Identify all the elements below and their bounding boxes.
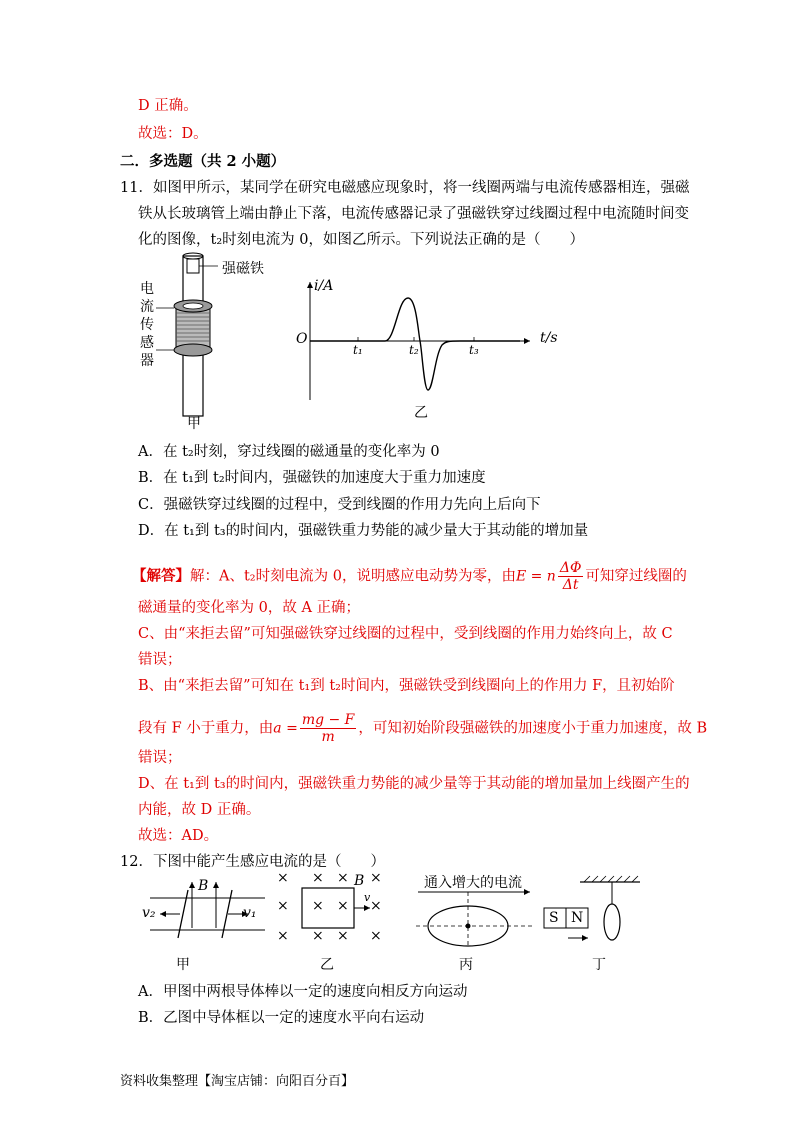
formula-accel-num: mg − F [301, 712, 355, 728]
origin-label: O [296, 331, 308, 347]
fig-yi-caption: 乙 [414, 405, 428, 421]
q11-stem-line2: 铁从长玻璃管上端由静止下落，电流传感器记录了强磁铁穿过线圈过程中电流随时间变 [138, 206, 689, 222]
q12-figure-bing [408, 888, 542, 952]
q11-option-a: A．在 t₂时刻，穿过线圈的磁通量的变化率为 0 [138, 444, 440, 460]
answer-line-b1: B、由“来拒去留”可知在 t₁到 t₂时间内，强磁铁受到线圈向上的作用力 F，且初始阶 [138, 678, 675, 694]
q11-option-d: D．在 t₁到 t₃的时间内，强磁铁重力势能的减少量大于其动能的增加量 [138, 523, 589, 539]
formula-emf [516, 560, 585, 593]
prev-d-correct: D 正确。 [138, 98, 198, 114]
cross-12: × [370, 928, 382, 944]
magnet-n: N [571, 910, 584, 926]
q12-option-a: A．甲图中两根导体棒以一定的速度向相反方向运动 [138, 984, 468, 1000]
sensor-label-5: 器 [140, 353, 154, 369]
metal-ring [604, 904, 620, 940]
answer-line-d2: 内能，故 D 正确。 [138, 802, 261, 818]
fig-jia-caption: 甲 [187, 416, 201, 432]
cross-3: × [337, 870, 349, 886]
formula-accel [273, 712, 358, 745]
answer-a-post: 可知穿过线圈的 [585, 568, 687, 585]
q12-bing-label: 通入增大的电流 [424, 875, 522, 891]
q11-option-b: B．在 t₁到 t₂时间内，强磁铁的加速度大于重力加速度 [138, 470, 486, 486]
cross-5: × [277, 898, 289, 914]
formula-emf-lhs: E = n [515, 568, 556, 585]
formula-emf-num: ΔΦ [559, 560, 582, 576]
answer-line-c2: 错误； [138, 652, 182, 668]
sensor-label-3: 传 [140, 317, 154, 333]
magnet-s: S [549, 910, 559, 926]
answer-line-c1: C、由“来拒去留”可知强磁铁穿过线圈的过程中，受到线圈的作用力始终向上，故 C [138, 626, 673, 642]
answer-line-a2: 磁通量的变化率为 0，故 A 正确； [138, 600, 361, 616]
answer-b-post: ，可知初始阶段强磁铁的加速度小于重力加速度，故 B [358, 720, 708, 737]
answer-line-a1 [132, 560, 687, 593]
magnet-label: 强磁铁 [222, 261, 264, 277]
q12-jia-v1: v₁ [243, 905, 257, 921]
cross-7: × [337, 898, 349, 914]
prev-choice: 故选：D。 [138, 126, 208, 142]
cross-6: × [312, 898, 324, 914]
answer-a-pre: 解：A、t₂时刻电流为 0，说明感应电动势为零，由 [190, 568, 516, 585]
q12-bing-caption: 丙 [459, 957, 473, 973]
q12-yi-caption: 乙 [320, 957, 334, 973]
q11-stem-line3: 化的图像，t₂时刻电流为 0，如图乙所示。下列说法正确的是（ ） [138, 232, 584, 248]
magnet [187, 259, 199, 273]
cross-2: × [312, 870, 324, 886]
t2-label: t₂ [409, 343, 419, 357]
q12-yi-v: v [364, 891, 371, 904]
q12-option-b: B．乙图中导体框以一定的速度水平向右运动 [138, 1010, 425, 1026]
q12-stem: 12．下图中能产生感应电流的是（ ） [120, 854, 385, 870]
center-dot [466, 924, 471, 929]
formula-emf-den: Δt [562, 577, 579, 593]
cross-1: × [277, 870, 289, 886]
sensor-label-4: 感 [140, 335, 154, 351]
cross-11: × [337, 928, 349, 944]
answer-line-b2 [138, 712, 707, 745]
sensor-label-2: 流 [140, 299, 154, 315]
q12-jia-b: B [198, 878, 209, 894]
cross-9: × [277, 928, 289, 944]
q12-ding-caption: 丁 [592, 957, 606, 973]
coil-top-hole [183, 303, 203, 309]
q11-figure-jia [130, 250, 300, 435]
q11-option-c: C．强磁铁穿过线圈的过程中，受到线圈的作用力先向上后向下 [138, 497, 541, 513]
formula-accel-frac [300, 712, 357, 745]
answer-line-d1: D、在 t₁到 t₃的时间内，强磁铁重力势能的减少量等于其动能的增加量加上线圈产生的 [138, 776, 690, 792]
formula-accel-den: m [321, 729, 335, 745]
cross-8: × [370, 898, 382, 914]
answer-b-pre: 段有 F 小于重力，由 [138, 720, 274, 737]
cross-10: × [312, 928, 324, 944]
formula-emf-frac [558, 560, 584, 593]
coil [176, 308, 210, 348]
answer-line-b3: 错误； [138, 750, 182, 766]
coil-bottom-flange [174, 344, 212, 356]
t3-label: t₃ [469, 343, 479, 357]
q11-stem-line1: 11．如图甲所示，某同学在研究电磁感应现象时，将一线圈两端与电流传感器相连，强磁 [120, 180, 690, 196]
y-axis-label: i/A [314, 278, 334, 294]
q12-jia-caption: 甲 [176, 957, 190, 973]
page-footer: 资料收集整理【淘宝店铺：向阳百分百】 [120, 1074, 355, 1089]
x-axis-label: t/s [540, 330, 558, 346]
q12-yi-b: B [354, 873, 365, 889]
section-title: 二．多选题（共 2 小题） [120, 153, 286, 170]
cross-4: × [370, 870, 382, 886]
q12-jia-v2: v₂ [142, 905, 156, 921]
answer-choice: 故选：AD。 [138, 828, 219, 844]
ceiling-hatch [584, 876, 638, 882]
sensor-label-1: 电 [140, 281, 154, 297]
t1-label: t₁ [353, 343, 363, 357]
answer-tag: 【解答】 [132, 567, 190, 585]
formula-accel-lhs: a = [273, 720, 298, 737]
